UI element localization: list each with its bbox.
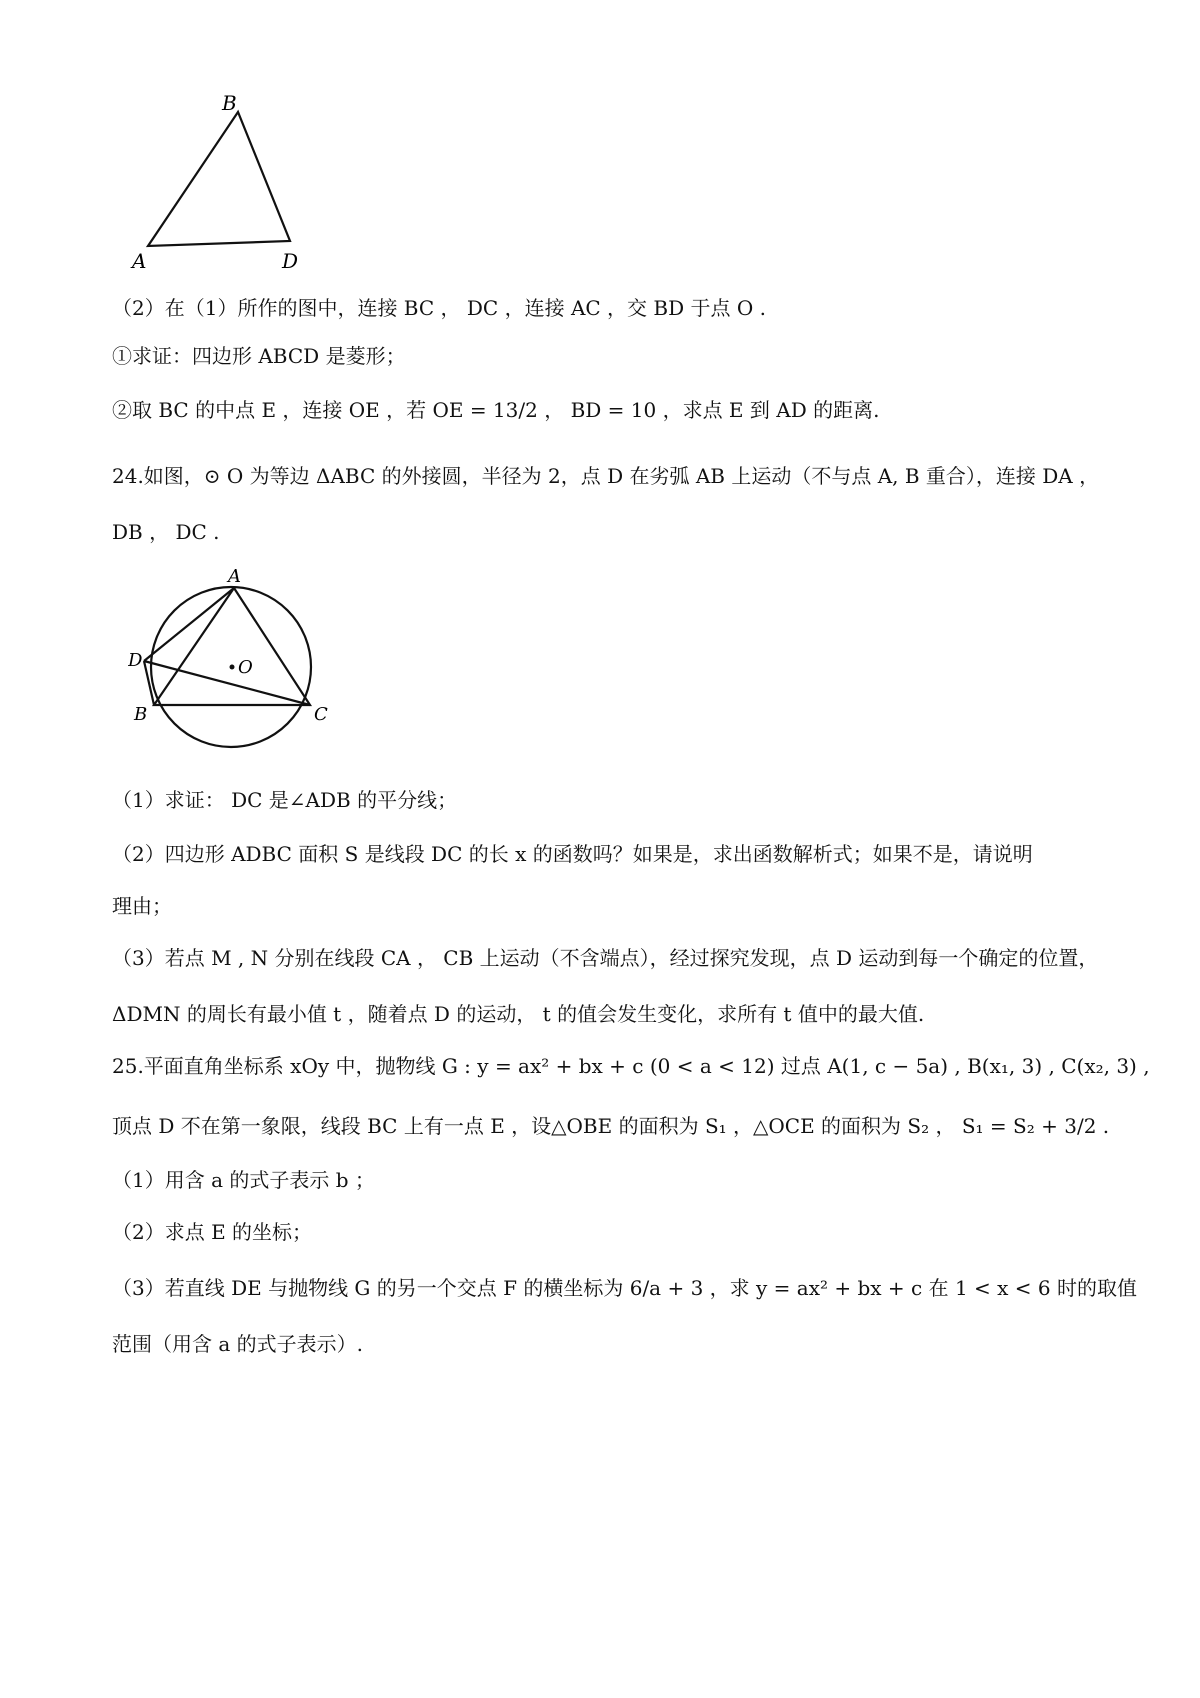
- triangle-abd-figure: [130, 88, 330, 288]
- q24-stem-line2: DB ， DC .: [112, 520, 220, 544]
- q24-part2-line1: （2）四边形 ADBC 面积 S 是线段 DC 的长 x 的函数吗？如果是，求出函数解析式；如果不是，请说明: [112, 842, 1033, 866]
- q24-stem-line1: 24.如图，⊙ O 为等边 ΔABC 的外接圆，半径为 2，点 D 在劣弧 AB 上运动（不与点 A, B 重合），连接 DA ，: [112, 464, 1100, 488]
- triangle-label-a: A: [132, 249, 147, 273]
- triangle-label-d: D: [282, 249, 299, 273]
- q24-part1: （1）求证： DC 是∠ADB 的平分线；: [112, 788, 458, 812]
- circle-label-b: B: [134, 704, 148, 725]
- q25-stem-line2: 顶点 D 不在第一象限，线段 BC 上有一点 E ，设△OBE 的面积为 S₁ ，△OCE 的面积为 S₂ ， S₁ = S₂ + 3/2 .: [112, 1114, 1110, 1138]
- triangle-abd-shape: [148, 112, 290, 246]
- triangle-label-b: B: [222, 91, 237, 115]
- circle-label-d: D: [128, 650, 143, 671]
- q25-part3-line1: （3）若直线 DE 与抛物线 G 的另一个交点 F 的横坐标为 6/a + 3 ，求 y = ax² + bx + c 在 1 < x < 6 时的取值: [112, 1276, 1137, 1300]
- circle-label-c: C: [314, 704, 328, 725]
- q25-part3-line2: 范围（用含 a 的式子表示）.: [112, 1332, 363, 1356]
- q25-part1: （1）用含 a 的式子表示 b ；: [112, 1168, 375, 1192]
- circle-figure: [128, 560, 338, 760]
- q24-part2-line2: 理由；: [112, 894, 172, 918]
- q23-sub1: ①求证：四边形 ABCD 是菱形；: [112, 344, 406, 368]
- q25-stem-line1: 25.平面直角坐标系 xOy 中，抛物线 G : y = ax² + bx + c (0 < a < 12) 过点 A(1, c − 5a) , B(x₁, 3) , C(x₂, 3) ,: [112, 1054, 1150, 1078]
- q23-sub2: ②取 BC 的中点 E ，连接 OE ，若 OE = 13/2 ， BD = 10 ，求点 E 到 AD 的距离.: [112, 398, 880, 422]
- q24-part3-line2: ΔDMN 的周长有最小值 t ，随着点 D 的运动， t 的值会发生变化，求所有 t 值中的最大值.: [112, 1002, 925, 1026]
- circle-label-a: A: [228, 566, 241, 587]
- circle-label-o: O: [238, 657, 253, 678]
- q24-part3-line1: （3）若点 M , N 分别在线段 CA ， CB 上运动（不含端点），经过探究发现，点 D 运动到每一个确定的位置，: [112, 946, 1099, 970]
- q23-part2: （2）在（1）所作的图中，连接 BC ， DC ，连接 AC ，交 BD 于点 O .: [112, 296, 766, 320]
- equilateral-triangle-abc: [154, 588, 310, 705]
- center-point-o: [230, 665, 235, 670]
- q25-part2: （2）求点 E 的坐标；: [112, 1220, 313, 1244]
